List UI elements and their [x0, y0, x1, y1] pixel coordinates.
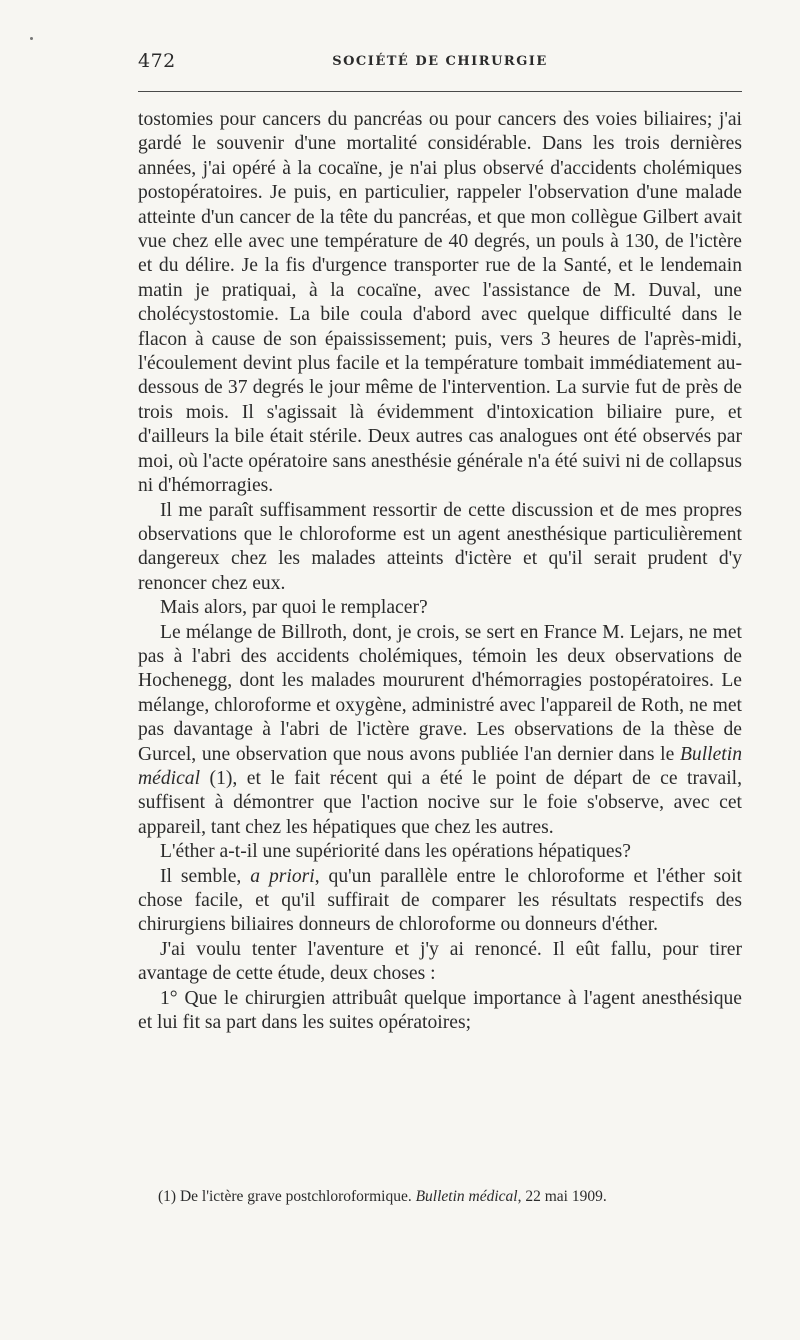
- paragraph: [138, 840, 742, 864]
- text-run: (1), et le fait récent qui a été le point de départ de ce travail, suffisent à démontrer que l'action nocive sur le foie s'observe, avec cet appareil, tant chez les hépatiques que chez les autres.: [138, 767, 742, 838]
- paragraph: [138, 938, 742, 987]
- running-head: SOCIÉTÉ DE CHIRURGIE: [332, 54, 548, 69]
- text-run: (1) De l'ictère grave postchloroformique.: [158, 1188, 416, 1205]
- paragraph: [138, 865, 742, 938]
- paragraph: [138, 596, 742, 620]
- italic-text: Bulletin médical: [415, 1188, 518, 1205]
- text-run: , 22 mai 1909.: [517, 1188, 607, 1205]
- paragraph: [138, 108, 742, 499]
- text-run: Le mélange de Billroth, dont, je crois, se sert en France M. Lejars, ne met pas à l'abri des accidents cholémiques, témoin les deux observations de Hochenegg, dont les malades moururent d'hémorragies postopératoires. Le mélange, chloroforme et oxygène, administré avec l'appareil de Roth, ne met pas davantage à l'abri de l'ictère grave. Les observations de la thèse de Gurcel, une observation que nous avons publiée l'an dernier dans le: [138, 621, 742, 765]
- page-header: [138, 50, 742, 74]
- body-text: [138, 108, 742, 1035]
- text-run: , qu'un parallèle entre le chloroforme et l'éther soit chose facile, et qu'il suffirait de comparer les résultats respectifs des chirurgiens biliaires donneurs de chloroforme ou donneurs d'éther.: [138, 865, 742, 936]
- paragraph: [138, 499, 742, 597]
- paragraph: [138, 987, 742, 1036]
- text-run: J'ai voulu tenter l'aventure et j'y ai renoncé. Il eût fallu, pour tirer avantage de cette étude, deux choses :: [138, 938, 742, 985]
- text-run: 1° Que le chirurgien attribuât quelque importance à l'agent anesthésique et lui fit sa part dans les suites opératoires;: [138, 987, 742, 1034]
- italic-text: a priori: [250, 865, 315, 887]
- text-run: tostomies pour cancers du pancréas ou pour cancers des voies biliaires; j'ai gardé le souvenir d'une mortalité considérable. Dans les trois dernières années, j'ai opéré à la cocaïne, je n'ai plus observé d'accidents cholémiques postopératoires. Je puis, en particulier, rappeler l'observation d'une malade atteinte d'un cancer de la tête du pancréas, et que mon collègue Gilbert avait vue chez elle avec une température de 40 degrés, un pouls à 130, de l'ictère et du délire. Je la fis d'urgence transporter rue de la Santé, et le lendemain matin je pratiquai, à la cocaïne, avec l'assistance de M. Duval, une cholécystostomie. La bile coula d'abord avec quelque difficulté dans le flacon à cause de son épaississement; puis, vers 3 heures de l'après-midi, l'écoulement devint plus facile et la température tombait immédiatement au-dessous de 37 degrés le jour même de l'intervention. La survie fut de près de trois mois. Il s'agissait là évidemment d'intoxication biliaire pure, et d'ailleurs la bile était stérile. Deux autres cas analogues ont été observés par moi, où l'acte opératoire sans anesthésie générale n'a été suivi ni de collapsus ni d'hémorragies.: [138, 109, 742, 497]
- text-run: Il me paraît suffisamment ressortir de cette discussion et de mes propres observations que le chloroforme est un agent anesthésique particulièrement dangereux chez les malades atteints d'ictère et qu'il serait prudent d'y renoncer chez eux.: [138, 499, 742, 594]
- paragraph: [138, 621, 742, 841]
- footnote: [158, 1187, 742, 1207]
- italic-text: Bulletin médical: [138, 743, 742, 789]
- text-run: L'éther a-t-il une supériorité dans les opérations hépatiques?: [160, 841, 631, 863]
- print-speck: [30, 37, 33, 40]
- text-run: Il semble,: [160, 865, 251, 887]
- text-run: Mais alors, par quoi le remplacer?: [160, 597, 428, 619]
- header-rule: [138, 91, 742, 92]
- page-number: 472: [138, 50, 176, 72]
